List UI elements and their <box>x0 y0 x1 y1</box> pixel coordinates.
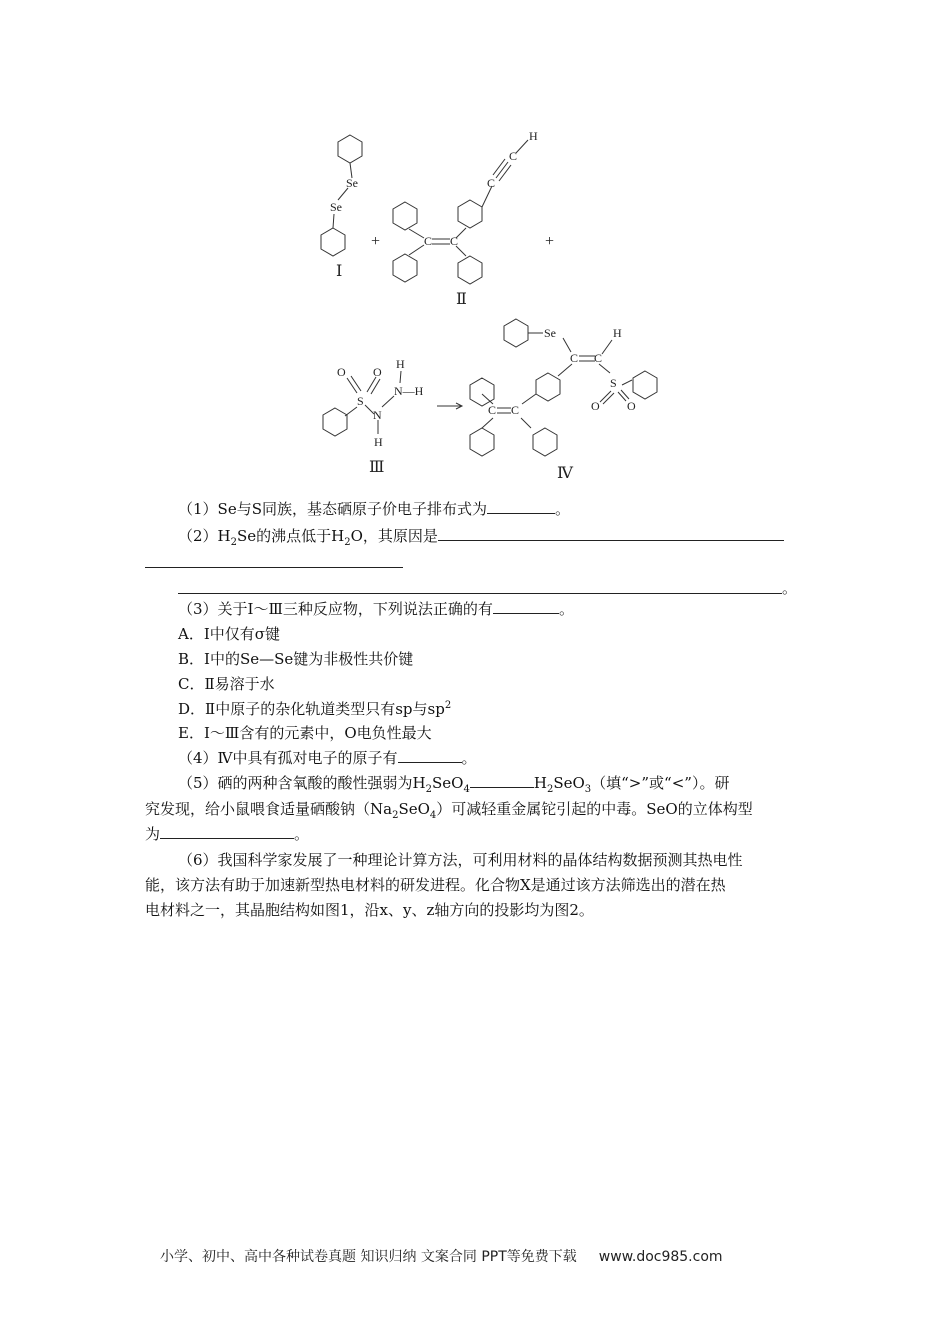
footer-url[interactable]: www.doc985.com <box>598 1249 723 1265</box>
atom-o: O <box>337 365 346 379</box>
question-5: （5）硒的两种含氧酸的酸性强弱为$H_2SeO_4$ $H_2SeO_3$（填“>”或“<”）。研 <box>178 774 730 795</box>
benzene-ring <box>338 135 362 163</box>
question-2-end: 。 <box>782 579 798 597</box>
compound-label-i: Ⅰ <box>336 263 343 280</box>
benzene-ring <box>504 319 528 347</box>
question-5-line2: 究发现，给小鼠喂食适量硒酸钠$(Na_2SeO_4)$可减轻重金属铊引起的中毒。SeO的立体构型 <box>145 800 753 821</box>
question-2: $(2)H_2Se$的沸点低于$H_2O$，其原因是 <box>178 526 784 546</box>
atom-h: H <box>529 129 538 143</box>
atom-o: O <box>627 399 636 413</box>
question-6-line1: （6）我国科学家发展了一种理论计算方法，可利用材料的晶体结构数据预测其热电性 <box>178 851 743 869</box>
atom-c: C <box>450 234 459 248</box>
benzene-ring <box>470 428 494 456</box>
atom-o: O <box>591 399 600 413</box>
option-a: A．Ⅰ中仅有σ键 <box>178 625 280 643</box>
option-d: D．Ⅱ中原子的杂化轨道类型只有sp与$sp^2$ <box>178 700 452 718</box>
atom-h: H <box>374 435 383 449</box>
footer-text: 小学、初中、高中各种试卷真题 知识归纳 文案合同 PPT等免费下载 <box>160 1249 577 1265</box>
benzene-ring <box>458 200 482 228</box>
atom-o: O <box>373 365 382 379</box>
benzene-ring <box>393 254 417 282</box>
footer <box>160 1246 723 1266</box>
question-3: （3）关于Ⅰ～Ⅲ三种反应物，下列说法正确的有 。 <box>178 600 574 618</box>
compound-label-iv: Ⅳ <box>557 465 573 482</box>
question-6-line2: 能，该方法有助于加速新型热电材料的研发进程。化合物X是通过该方法筛选出的潜在热 <box>145 876 726 894</box>
compound-label-iii: Ⅲ <box>369 459 385 476</box>
atom-c: C <box>487 176 496 190</box>
atom-n: N <box>373 408 382 422</box>
atom-c: C <box>509 149 518 163</box>
atom-se: Se <box>544 326 556 340</box>
question-4: （4）Ⅳ中具有孤对电子的原子有 。 <box>178 749 477 767</box>
answer-blank[interactable] <box>398 748 462 763</box>
option-b: B．Ⅰ中的Se—Se键为非极性共价键 <box>178 650 414 668</box>
option-e: E．Ⅰ～Ⅲ含有的元素中，O电负性最大 <box>178 724 432 742</box>
answer-blank[interactable] <box>487 499 555 514</box>
question-6-line3: 电材料之一，其晶胞结构如图1，沿x、y、z轴方向的投影均为图2。 <box>145 901 594 919</box>
atom-s: S <box>610 376 617 390</box>
benzene-ring <box>393 202 417 230</box>
answer-blank[interactable] <box>160 824 294 839</box>
question-1: （1）Se与S同族，基态硒原子价电子排布式为 。 <box>178 500 570 518</box>
atom-h: H <box>396 357 405 371</box>
atom-c: C <box>594 351 603 365</box>
atom-h: H <box>613 326 622 340</box>
atom-s: S <box>357 394 364 408</box>
answer-blank[interactable] <box>470 773 534 788</box>
benzene-ring <box>458 256 482 284</box>
answer-line[interactable] <box>178 593 782 594</box>
reaction-diagram <box>0 0 950 490</box>
atom-c: C <box>570 351 579 365</box>
benzene-ring <box>321 228 345 256</box>
plus-sign: + <box>545 233 555 250</box>
option-c: C．Ⅱ易溶于水 <box>178 675 275 693</box>
atom-c: C <box>511 403 520 417</box>
compound-label-ii: Ⅱ <box>456 291 467 308</box>
benzene-ring <box>536 373 560 401</box>
atom-nh: N—H <box>394 384 424 398</box>
benzene-ring <box>633 371 657 399</box>
atom-se: Se <box>330 200 342 214</box>
plus-sign: + <box>371 233 381 250</box>
question-5-line3: 为 。 <box>145 825 310 843</box>
atom-se: Se <box>346 176 358 190</box>
answer-blank[interactable] <box>438 526 784 541</box>
atom-c: C <box>424 234 433 248</box>
benzene-ring <box>323 408 347 436</box>
answer-blank[interactable] <box>493 599 559 614</box>
atom-c: C <box>488 403 497 417</box>
answer-line[interactable] <box>145 567 403 568</box>
benzene-ring <box>533 428 557 456</box>
